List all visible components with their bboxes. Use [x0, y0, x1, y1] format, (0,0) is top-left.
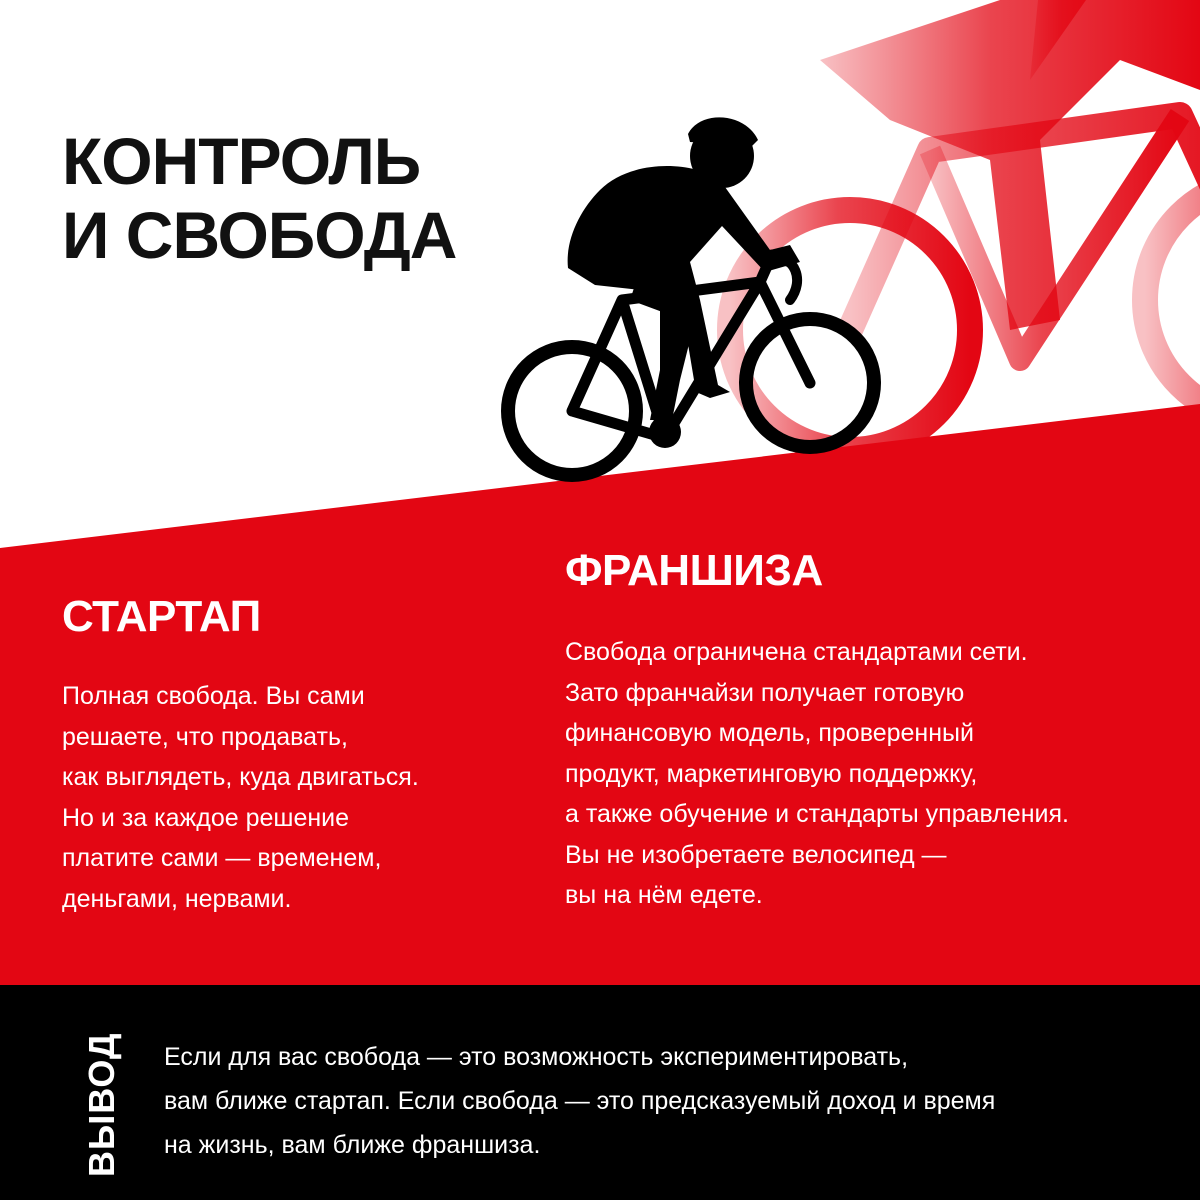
franchise-line: Зато франчайзи получает готовую — [565, 678, 965, 707]
franchise-line: а также обучение и стандарты управления. — [565, 800, 1069, 828]
cyclist-red-silhouette-icon — [730, 0, 1200, 450]
cyclist-silhouette-icon — [508, 117, 874, 475]
title-line-1: КОНТРОЛЬ — [62, 124, 421, 198]
conclusion-line: на жизнь, вам ближе франшиза. — [164, 1131, 541, 1159]
startup-line: Полная свобода. Вы сами — [62, 682, 365, 710]
conclusion-line: вам ближе стартап. Если свобода — это предсказуемый доход и время — [164, 1087, 996, 1115]
startup-line: деньгами, нервами. — [62, 884, 292, 913]
conclusion-line: Если для вас свобода — это возможность экспериментировать, — [164, 1043, 909, 1071]
startup-line: решаете, что продавать, — [62, 722, 348, 751]
startup-line: платите сами — временем, — [62, 844, 382, 872]
page-title — [62, 124, 456, 272]
franchise-heading: ФРАНШИЗА — [565, 546, 823, 595]
franchise-line: вы на нём едете. — [565, 881, 763, 909]
title-line-2: И СВОБОДА — [62, 198, 457, 272]
startup-line: Но и за каждое решение — [62, 803, 350, 832]
franchise-description — [565, 632, 1069, 916]
franchise-line: Вы не изобретаете велосипед — — [565, 840, 947, 869]
conclusion-text — [164, 1035, 995, 1167]
startup-heading: СТАРТАП — [62, 592, 261, 641]
franchise-line: финансовую модель, проверенный — [565, 719, 974, 747]
conclusion-label: ВЫВОД — [81, 1032, 122, 1177]
franchise-line: продукт, маркетинговую поддержку, — [565, 759, 978, 788]
franchise-line: Свобода ограничена стандартами сети. — [565, 638, 1028, 666]
startup-line: как выглядеть, куда двигаться. — [62, 763, 419, 791]
startup-description — [62, 676, 419, 919]
